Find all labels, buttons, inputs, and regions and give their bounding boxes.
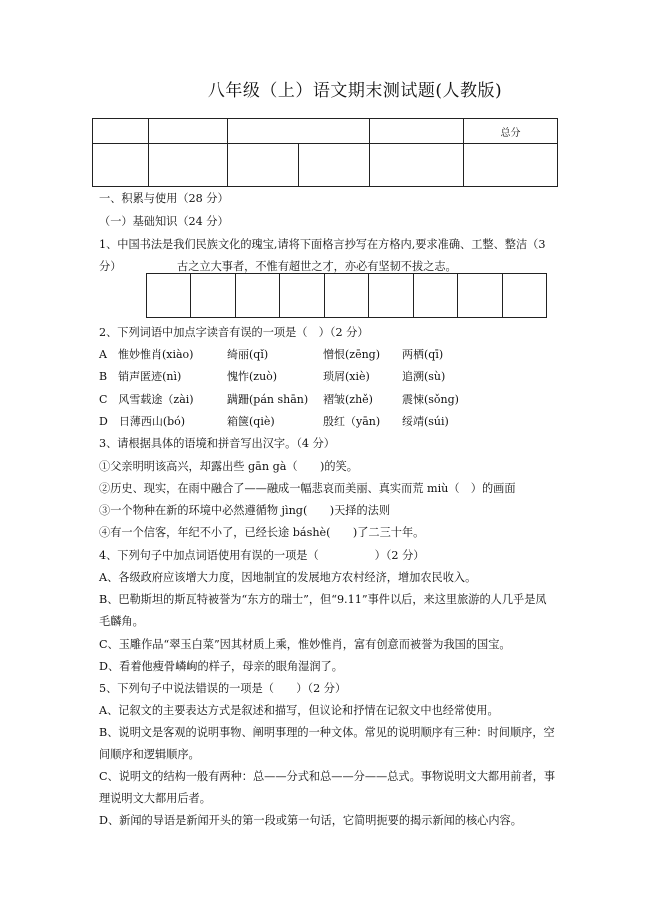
grid-cell[interactable] (325, 274, 369, 317)
grid-cell[interactable] (503, 274, 546, 317)
q2-option-c-1: C 风雪载途（zài) (99, 393, 194, 406)
q3-item-3: ③一个物种在新的环境中必然遵循物 jìng( )天择的法则 (99, 504, 391, 517)
subsection-heading: （一）基础知识（24 分） (99, 215, 229, 228)
q2-option-c-2: 蹒跚(pán shān) (227, 393, 309, 406)
score-cell (93, 144, 149, 187)
q3-item-2: ②历史、现实，在雨中融合了——融成一幅悲哀而美丽、真实而荒 miù（ ）的画面 (99, 482, 516, 495)
q2-option-a-4: 两栖(qī) (402, 348, 444, 361)
q5-option-b-line2: 间顺序和逻辑顺序。 (99, 748, 200, 761)
q2-option-b-3: 琐屑(xiè) (323, 370, 370, 383)
writing-grid[interactable] (146, 273, 547, 318)
q5-option-c-line2: 理说明文大都用后者。 (99, 792, 211, 805)
q2-option-c-3: 褶皱(zhě) (323, 393, 373, 406)
q2-option-b-2: 愧怍(zuò) (227, 370, 278, 383)
score-cell (370, 119, 464, 144)
q2-option-d-4: 绥靖(súi) (402, 415, 449, 428)
q3-item-1: ①父亲明明该高兴，却露出些 gān gà（ )的笑。 (99, 460, 358, 473)
score-cell (299, 144, 370, 187)
q5-option-b-line1: B、说明文是客观的说明事物、阐明事理的一种文体。常见的说明顺序有三种：时间顺序，空 (99, 726, 555, 739)
grid-cell[interactable] (458, 274, 502, 317)
grid-cell[interactable] (191, 274, 235, 317)
q2-option-b-1: B 销声匿迹(nì) (99, 370, 182, 383)
score-cell (228, 119, 370, 144)
question-1-line1: 1、中国书法是我们民族文化的瑰宝,请将下面格言抄写在方格内,要求准确、工整、整洁（3 (99, 238, 546, 251)
q2-option-d-1: D 日薄西山(bó) (99, 415, 186, 428)
question-3-stem: 3、请根据具体的语境和拼音写出汉字。（4 分） (99, 437, 335, 450)
grid-cell[interactable] (280, 274, 324, 317)
q4-option-d: D、看着他瘦骨嶙峋的样子，母亲的眼角湿润了。 (99, 660, 343, 673)
q5-option-d: D、新闻的导语是新闻开头的第一段或第一句话，它简明扼要的揭示新闻的核心内容。 (99, 814, 522, 827)
question-1-line2a: 分） (99, 260, 122, 273)
grid-cell[interactable] (414, 274, 458, 317)
score-cell (464, 144, 558, 187)
question-2-stem: 2、下列词语中加点字读音有误的一项是（ ）（2 分） (99, 326, 369, 339)
score-cell (370, 144, 464, 187)
section-heading: 一、积累与使用（28 分） (99, 192, 229, 205)
q2-option-b-4: 追溯(sù) (402, 370, 446, 383)
score-cell (149, 144, 228, 187)
score-table (92, 118, 558, 187)
grid-cell[interactable] (236, 274, 280, 317)
q4-option-b-line1: B、巴勒斯坦的斯瓦特被誉为“东方的瑞士”，但“9.11”事件以后，来这里旅游的人几乎是凤 (99, 593, 547, 606)
q2-option-a-3: 憎恨(zēng) (323, 348, 381, 361)
q2-option-a-2: 绮丽(qǐ) (227, 348, 269, 361)
question-5-stem: 5、下列句子中说法错误的一项是（ ）（2 分） (99, 682, 347, 695)
grid-cell[interactable] (369, 274, 413, 317)
grid-cell[interactable] (147, 274, 191, 317)
q5-option-a: A、记叙文的主要表达方式是叙述和描写，但议论和抒情在记叙文中也经常使用。 (99, 704, 499, 717)
q4-option-b-line2: 毛麟角。 (99, 615, 144, 628)
score-cell (228, 144, 299, 187)
q3-item-4: ④有一个信客，年纪不小了，已经长途 báshè( )了二三十年。 (99, 526, 425, 539)
q4-option-c: C、玉雕作品“翠玉白菜”因其材质上乘，惟妙惟肖，富有创意而被誉为我国的国宝。 (99, 638, 511, 651)
q2-option-c-4: 震悚(sǒng) (402, 393, 459, 406)
page-title: 八年级（上）语文期末测试题(人教版) (207, 81, 503, 101)
q5-option-c-line1: C、说明文的结构一般有两种：总——分式和总——分——总式。事物说明文大都用前者，事 (99, 770, 556, 783)
q2-option-d-3: 殷红（yān) (323, 415, 381, 428)
total-label: 总分 (464, 119, 558, 144)
score-cell (93, 119, 149, 144)
question-1-motto: 古之立大事者，不惟有超世之才，亦必有坚韧不拔之志。 (177, 260, 457, 273)
question-4-stem: 4、下列句子中加点词语使用有误的一项是（ ）（2 分） (99, 549, 425, 562)
q4-option-a: A、各级政府应该增大力度，因地制宜的发展地方农村经济，增加农民收入。 (99, 571, 477, 584)
q2-option-a-1: A 惟妙惟肖(xiào) (99, 348, 194, 361)
q2-option-d-2: 箱箧(qiè) (227, 415, 275, 428)
score-cell (149, 119, 228, 144)
